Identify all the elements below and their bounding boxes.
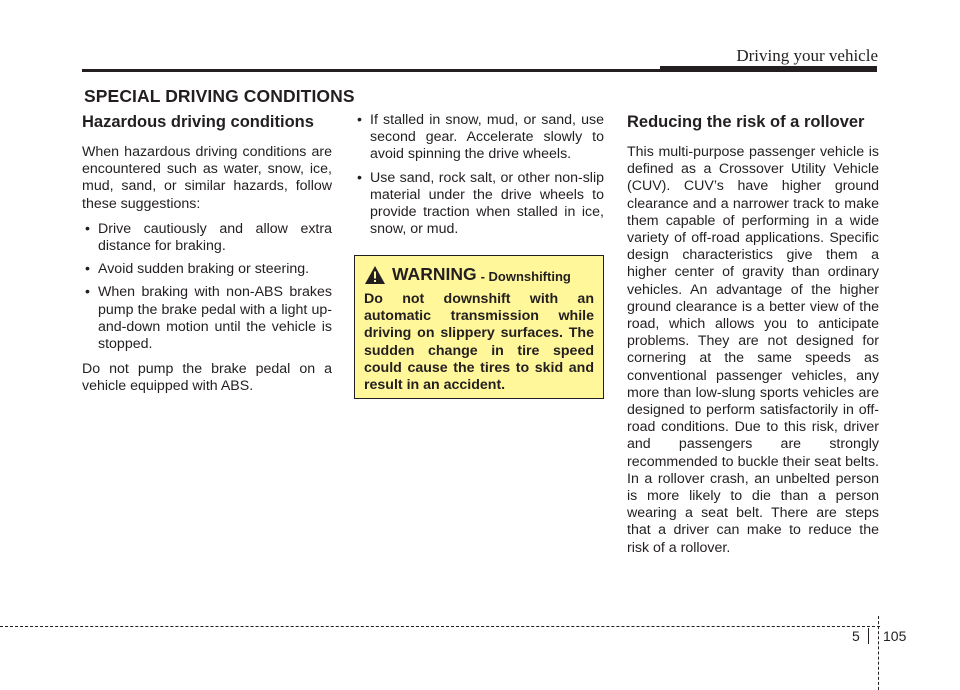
hazardous-bullet-list — [82, 221, 332, 353]
warning-box — [354, 255, 604, 399]
list-item: • Drive cautiously and allow extra distance for braking. — [85, 220, 332, 255]
column-left — [82, 112, 332, 404]
hazardous-heading: Hazardous driving conditions — [82, 113, 314, 131]
footer-crop-mark — [878, 616, 879, 690]
header-rule — [82, 69, 877, 72]
bullet-icon: • — [85, 261, 90, 278]
bullet-icon: • — [85, 284, 90, 301]
warning-title: WARNING — [392, 264, 477, 284]
rollover-heading: Reducing the risk of a rollover — [627, 113, 865, 131]
running-header: Driving your vehicle — [736, 46, 878, 65]
page-number-divider — [868, 628, 869, 644]
list-item: • When braking with non-ABS brakes pump the brake pedal with a light up-and-down motion until the vehicle is stopped. — [85, 284, 332, 353]
column-middle — [354, 112, 604, 246]
warning-triangle-icon — [364, 265, 386, 285]
warning-text: Do not downshift with an automatic transmission while driving on slippery surfaces. The sudden change in tire speed could cause the tires to skid and result in an accident. — [364, 291, 594, 394]
column-right — [627, 112, 879, 565]
hazardous-intro: When hazardous driving conditions are encountered such as water, snow, ice, mud, sand, or similar hazards, follow these suggestions: — [82, 144, 332, 212]
section-title: SPECIAL DRIVING CONDITIONS — [84, 86, 355, 106]
bullet-icon: • — [85, 220, 90, 237]
warning-subtitle: - Downshifting — [480, 268, 571, 284]
hazardous-bullet-list-continued — [354, 112, 604, 238]
warning-header — [364, 264, 594, 285]
list-item: • If stalled in snow, mud, or sand, use second gear. Accelerate slowly to avoid spinning the drive wheels. — [357, 112, 604, 163]
page-number: 105 — [883, 628, 907, 644]
hazardous-outro: Do not pump the brake pedal on a vehicle equipped with ABS. — [82, 361, 332, 395]
bullet-icon: • — [357, 169, 362, 186]
list-item: • Use sand, rock salt, or other non-slip material under the drive wheels to provide traction when stalled in ice, snow, or mud. — [357, 169, 604, 238]
list-item: • Avoid sudden braking or steering. — [85, 261, 310, 278]
chapter-number: 5 — [852, 628, 860, 644]
rollover-text: This multi-purpose passenger vehicle is defined as a Crossover Utility Vehicle (CUV). CUV’s have higher ground clearance and a narrower track to make them capable of performing in a wide variety of off-road applications. Specific design characteristics give them a higher center of gravity than ordinary vehicles. An advantage of the higher ground clearance is a better view of the road, which allows you to anticipate problems. They are not designed for cornering at the same speeds as conventional passenger vehicles, any more than low-slung sports vehicles are designed to perform satisfactorily in off-road conditions. Due to this risk, driver and passengers are strongly recommended to buckle their seat belts. In a rollover crash, an unbelted person is more likely to die than a person wearing a seat belt. There are steps that a driver can make to reduce the risk of a rollover. — [627, 144, 879, 556]
bullet-icon: • — [357, 112, 362, 128]
footer-rule — [0, 626, 880, 627]
